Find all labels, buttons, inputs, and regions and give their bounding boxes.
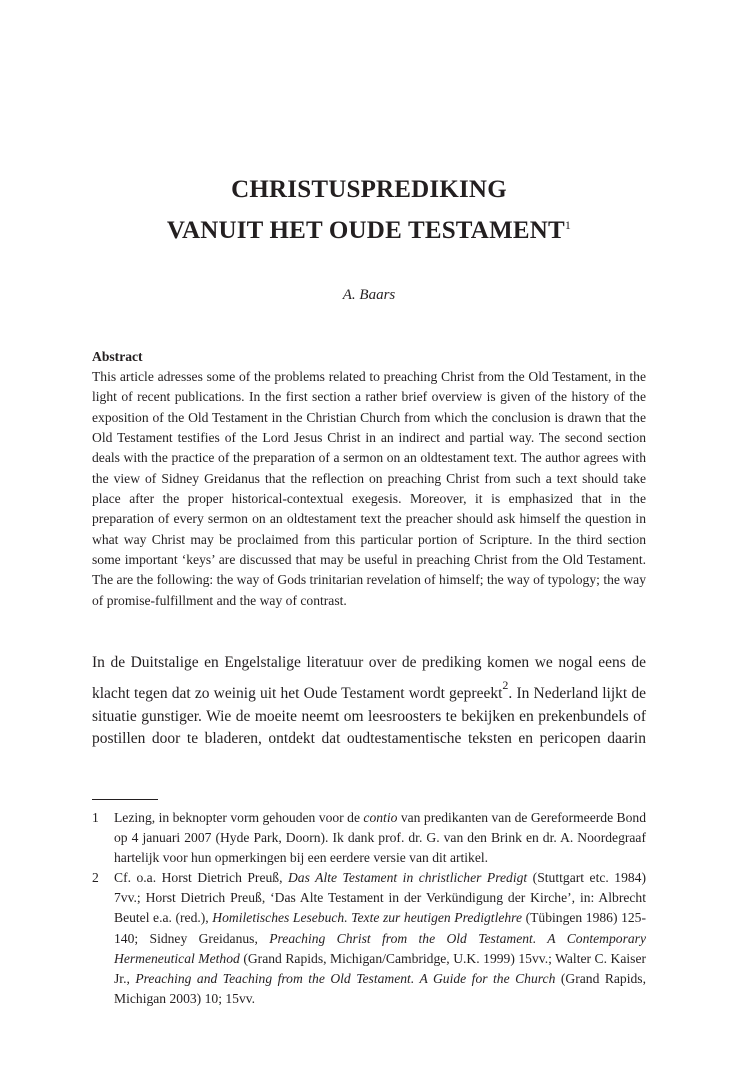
footnote-text: (Grand Rapids, Michigan 2003) 10; 15vv. — [114, 970, 646, 1006]
body-text — [92, 652, 646, 772]
footnote-text: Cf. o.a. Horst Dietrich Preuß, — [114, 870, 288, 886]
abstract-text: This article adresses some of the problems related to preaching Christ from the Old Testament, in the light of recent publications. In the first section a rather brief overview is given of the history of the exposition of the Old Testament in the Christian Church from which the conclusion is drawn that the Old Testament testifies of the Lord Jesus Christ in an indirect and partial way. The second section deals with the practice of the preparation of a sermon on an oldtestament text. The author agrees with the view of Sidney Greidanus that the reflection on preaching Christ from such a text should take place after the proper historical-contextual exegesis. Moreover, it is emphasized that in the preparation of every sermon on an oldtestament text the preacher should ask himself the question in what way Christ may be proclaimed from this particular portion of Scripture. In the third section some important ‘keys’ are discussed that may be useful in preaching Christ from the Old Testament. The are the following: the way of Gods trinitarian revelation of himself; the way of typology; the way of promise-fulfillment and the way of contrast. — [92, 369, 646, 608]
footnotes — [92, 808, 646, 1009]
footnote-text: van predikanten van de Gereformeerde Bond op 4 januari 2007 (Hyde Park, Doorn). Ik dank prof. dr. G. van den Brink en dr. A. Noordegraaf hartelijk voor hun opmerkingen bij een eerdere versie van dit artikel. — [114, 810, 646, 866]
footnote-italic: Das Alte Testament in christlicher Predigt — [287, 870, 528, 886]
abstract-heading: Abstract — [92, 349, 143, 364]
body-text-part-1: In de Duitstalige en Engelstalige literatuur over de prediking komen we nogal eens de klacht tegen dat zo weinig uit het Oude Testament wordt gepreekt — [92, 654, 646, 703]
footnote-italic: Preaching and Teaching from the Old Testament. A Guide for the Church — [135, 970, 556, 986]
title-footnote-ref[interactable]: 1 — [564, 218, 572, 232]
footnote-2 — [92, 868, 646, 1009]
footnote-text: (Stuttgart etc. 1984) 7vv.; Horst Dietrich Preuß, ‘Das Alte Testament in der Verkündigung der Kirche’, in: Albrecht Beutel e.a. (red.), — [114, 870, 646, 926]
footnote-number: 2 — [92, 870, 99, 886]
body-footnote-ref[interactable]: 2 — [502, 678, 509, 693]
abstract-section — [92, 347, 646, 611]
title-text-1: CHRISTUSPREDIKING — [231, 176, 507, 203]
footnote-divider — [92, 799, 158, 800]
footnote-italic: Preaching Christ from the Old Testament. A Contemporary Hermeneutical Method — [114, 930, 646, 966]
footnote-text: (Grand Rapids, Michigan/Cambridge, U.K. 1999) 15vv.; Walter C. Kaiser Jr., — [114, 950, 646, 986]
footnote-italic: contio — [363, 810, 398, 825]
article-title-line-1 — [0, 176, 738, 204]
title-text-2: VANUIT HET OUDE TESTAMENT — [166, 217, 565, 244]
body-paragraph — [92, 652, 646, 772]
footnote-italic: Homiletisches Lesebuch. Texte zur heutigen Predigtlehre — [212, 910, 523, 926]
footnote-1 — [92, 808, 646, 868]
body-text-part-2: . In Nederland lijkt de situatie gunstiger. Wie de moeite neemt om leesroosters te bekijken en prekenbundels of postillen door te bladeren, ontdekt dat oudtestamentische teksten en pericopen daarin — [92, 685, 646, 747]
footnote-text: Lezing, in beknopter vorm gehouden voor de — [114, 810, 364, 825]
author-name: A. Baars — [342, 287, 396, 303]
footnote-number: 1 — [92, 810, 99, 825]
footnote-text: (Tübingen 1986) 125-140; Sidney Greidanus, — [114, 910, 647, 946]
article-title-line-2 — [0, 217, 738, 245]
